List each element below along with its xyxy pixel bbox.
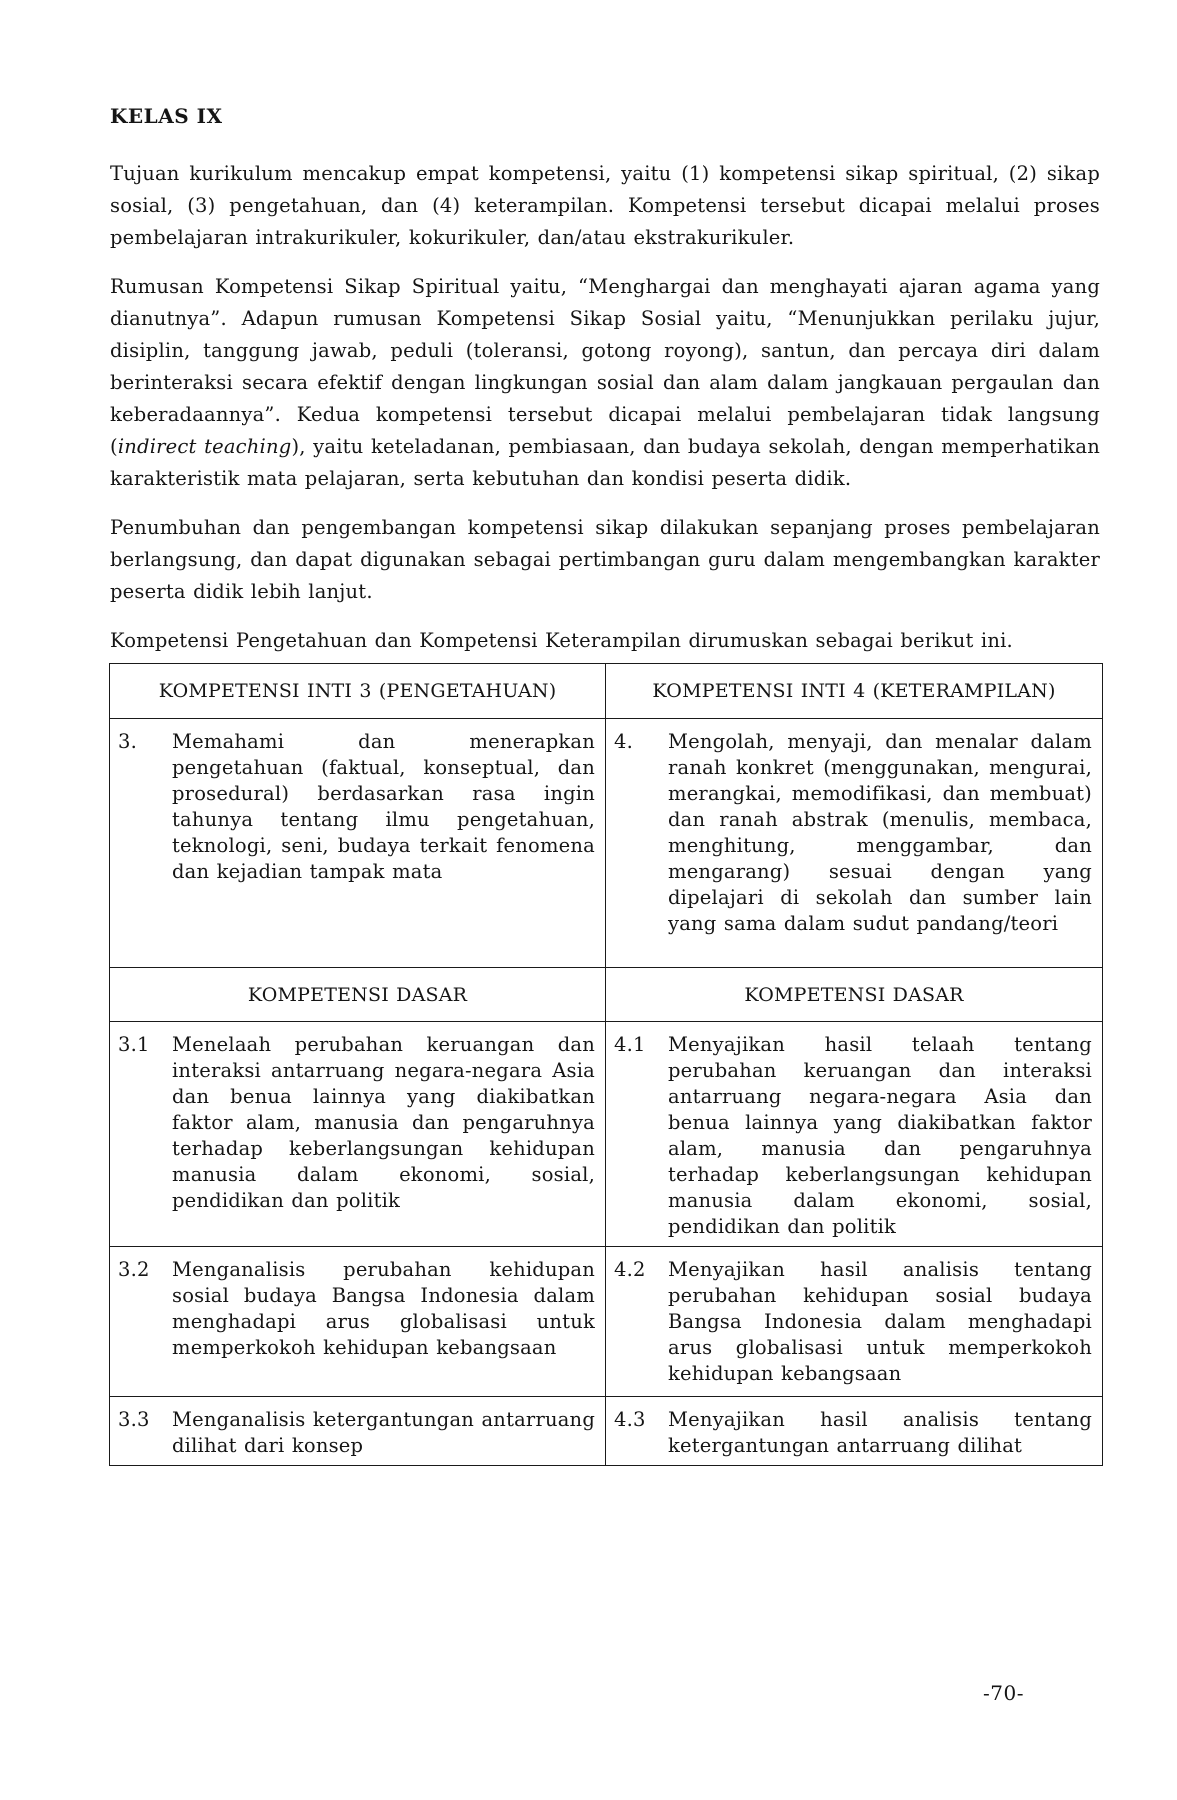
paragraph-rumusan-part-c: ), yaitu keteladanan, pembiasaan, dan budaya sekolah, dengan memperhatikan karakteristik mata pelajaran, serta kebutuhan dan kondisi peserta didik.: [110, 435, 1100, 490]
kd-4-3-text: Menyajikan hasil analisis tentang ketergantungan antarruang dilihat: [668, 1408, 1092, 1457]
paragraph-rumusan-italic: indirect teaching: [117, 435, 292, 458]
kd-4-1-text: Menyajikan hasil telaah tentang perubahan keruangan dan interaksi antarruang negara-negara Asia dan benua lainnya yang diakibatkan faktor alam, manusia dan pengaruhnya terhadap keberlangsungan kehidupan manusia dalam ekonomi, sosial, pendidikan dan politik: [668, 1033, 1092, 1238]
paragraph-rumusan-part-a: Rumusan Kompetensi Sikap Spiritual yaitu, “Menghargai dan menghayati ajaran agama yang dianutnya”. Adapun rumusan Kompetensi Sikap Sosial yaitu, “Menunjukkan perilaku jujur, disiplin, tanggung jawab, peduli (toleransi, gotong royong), santun, dan percaya diri dalam berinteraksi secara efektif dengan lingkungan sosial dan alam dalam jangkauan pergaulan dan keberadaannya”. Kedua kompetensi tersebut dicapai melalui pembelajaran tidak langsung (: [110, 275, 1100, 458]
ki4-text: Mengolah, menyaji, dan menalar dalam ranah konkret (menggunakan, mengurai, merangkai, memodifikasi, dan membuat) dan ranah abstrak (menulis, membaca, menghitung, menggambar, dan mengarang) sesuai dengan yang dipelajari di sekolah dan sumber lain yang sama dalam sudut pandang/teori: [668, 730, 1092, 935]
kd-3-3-text: Menganalisis ketergantungan antarruang dilihat dari konsep: [172, 1408, 595, 1457]
kd-3-2-number: 3.2: [118, 1258, 150, 1281]
table-header-row: [110, 664, 1103, 719]
table-row-3-1: [110, 1022, 1103, 1247]
ki3-cell-inner: [118, 729, 595, 885]
kd-3-2-cell: [110, 1247, 606, 1397]
kd-4-1-cell: [606, 1022, 1103, 1247]
kd-4-3-number: 4.3: [614, 1408, 646, 1431]
kd-4-3-inner: [614, 1407, 1092, 1459]
kd-4-3-cell: [606, 1397, 1103, 1466]
ki4-number: 4.: [614, 730, 634, 753]
kd-4-2-inner: [614, 1257, 1092, 1387]
kd-3-3-cell: [110, 1397, 606, 1466]
kd-4-2-number: 4.2: [614, 1258, 646, 1281]
ki3-text: Memahami dan menerapkan pengetahuan (faktual, konseptual, dan prosedural) berdasarkan rasa ingin tahunya tentang ilmu pengetahuan, teknologi, seni, budaya terkait fenomena dan kejadian tampak mata: [172, 730, 595, 883]
kd-3-2-text: Menganalisis perubahan kehidupan sosial budaya Bangsa Indonesia dalam menghadapi arus globalisasi untuk memperkokoh kehidupan kebangsaan: [172, 1258, 595, 1359]
page-number: -70-: [983, 1681, 1024, 1705]
kd-3-2-inner: [118, 1257, 595, 1361]
kd-3-1-text: Menelaah perubahan keruangan dan interaksi antarruang negara-negara Asia dan benua lainnya yang diakibatkan faktor alam, manusia dan pengaruhnya terhadap keberlangsungan kehidupan manusia dalam ekonomi, sosial, pendidikan dan politik: [172, 1033, 595, 1212]
ki4-cell: [606, 719, 1103, 968]
kd-3-1-cell: [110, 1022, 606, 1247]
kd-3-3-number: 3.3: [118, 1408, 150, 1431]
paragraph-penumbuhan: Penumbuhan dan pengembangan kompetensi sikap dilakukan sepanjang proses pembelajaran berlangsung, dan dapat digunakan sebagai pertimbangan guru dalam mengembangkan karakter peserta didik lebih lanjut.: [110, 516, 1100, 603]
ki4-cell-inner: [614, 729, 1092, 937]
kd-4-1-number: 4.1: [614, 1033, 646, 1056]
table-row-3-2: [110, 1247, 1103, 1397]
kompetensi-dasar-header-row: [110, 968, 1103, 1022]
ki3-number: 3.: [118, 730, 138, 753]
kd-4-1-inner: [614, 1032, 1092, 1240]
paragraph-rumusan-kompetensi: [110, 271, 1100, 495]
header-cell-ki4: KOMPETENSI INTI 4 (KETERAMPILAN): [606, 664, 1103, 719]
kompetensi-inti-row: [110, 719, 1103, 968]
page-title: KELAS IX: [110, 104, 223, 128]
kd-3-1-inner: [118, 1032, 595, 1214]
header-cell-ki3: KOMPETENSI INTI 3 (PENGETAHUAN): [110, 664, 606, 719]
table-row-3-3: [110, 1397, 1103, 1466]
ki3-cell: [110, 719, 606, 968]
kd-4-2-text: Menyajikan hasil analisis tentang perubahan kehidupan sosial budaya Bangsa Indonesia dalam menghadapi arus globalisasi untuk memperkokoh kehidupan kebangsaan: [668, 1258, 1092, 1385]
kd-3-3-inner: [118, 1407, 595, 1459]
kd-header-left: KOMPETENSI DASAR: [110, 968, 606, 1022]
paragraph-kompetensi-intro: Kompetensi Pengetahuan dan Kompetensi Keterampilan dirumuskan sebagai berikut ini.: [110, 629, 1013, 652]
kd-3-1-number: 3.1: [118, 1033, 150, 1056]
kd-header-right: KOMPETENSI DASAR: [606, 968, 1103, 1022]
document-content: [110, 104, 1100, 1466]
kd-4-2-cell: [606, 1247, 1103, 1397]
kompetensi-table: [109, 663, 1103, 1466]
paragraph-tujuan-kurikulum: Tujuan kurikulum mencakup empat kompetensi, yaitu (1) kompetensi sikap spiritual, (2) sikap sosial, (3) pengetahuan, dan (4) keterampilan. Kompetensi tersebut dicapai melalui proses pembelajaran intrakurikuler, kokurikuler, dan/atau ekstrakurikuler.: [110, 162, 1100, 249]
